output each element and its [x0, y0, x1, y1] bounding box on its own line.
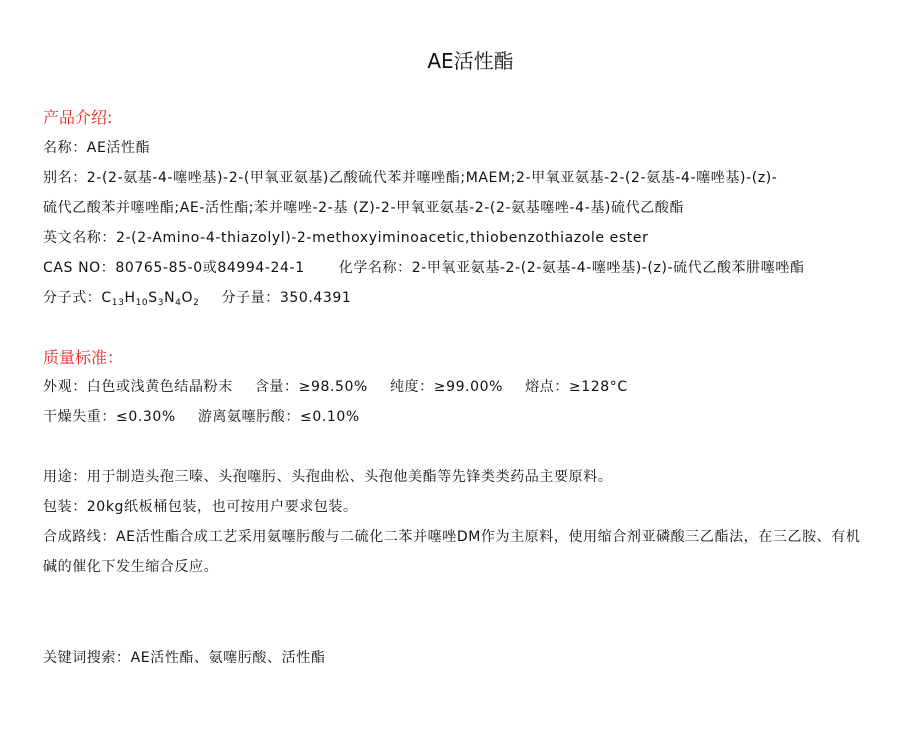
intro-heading: 产品介绍:	[43, 108, 113, 127]
drying-loss: 干燥失重：≤0.30%	[43, 409, 176, 425]
molecular-weight: 分子量：350.4391	[221, 290, 352, 306]
formula-row	[43, 288, 871, 308]
formula-label: 分子式：	[43, 290, 102, 306]
quality-row-2	[43, 407, 871, 427]
molecular-formula: $C_{13}H_{10}S_3N_4O_2$	[101, 290, 200, 308]
english-name: 英文名称：2-(2-Amino-4-thiazolyl)-2-methoxyiminoacetic,thiobenzothiazole ester	[43, 230, 649, 246]
alias-line-2: 硫代乙酸苯并噻唑酯;AE-活性酯;苯并噻唑-2-基 (Z)-2-甲氧亚氨基-2-(2-氨基噻唑-4-基)硫代乙酸酯	[43, 200, 684, 216]
content: 含量：≥98.50%	[254, 379, 368, 395]
chemical-name: 化学名称：2-甲氧亚氨基-2-(2-氨基-4-噻唑基)-(z)-硫代乙酸苯肼噻唑酯	[338, 260, 805, 276]
cas-row	[43, 258, 871, 278]
purity: 纯度：≥99.00%	[389, 379, 504, 395]
usage-text: 用途：用于制造头孢三嗪、头孢噻肟、头孢曲松、头孢他美酯等先锋类类药品主要原料。	[43, 469, 613, 485]
product-name: 名称：AE活性酯	[43, 140, 151, 156]
synthesis-text: 合成路线：AE活性酯合成工艺采用氨噻肟酸与二硫化二苯并噻唑DM作为主原料，使用缩合剂亚磷酸三乙酯法，在三乙胺、有机碱的催化下发生缩合反应。	[43, 529, 861, 575]
keywords-text: 关键词搜索：AE活性酯、氨噻肟酸、活性酯	[43, 650, 326, 666]
cas-number: CAS NO：80765-85-0或84994-24-1	[43, 260, 305, 276]
packaging-text: 包装：20kg纸板桶包装，也可按用户要求包装。	[43, 499, 358, 515]
quality-heading: 质量标准：	[43, 348, 124, 367]
page-title: AE活性酯	[427, 49, 514, 73]
free-acid: 游离氨噻肟酸：≤0.10%	[197, 409, 360, 425]
quality-row-1	[43, 377, 871, 397]
appearance: 外观：白色或浅黄色结晶粉末	[43, 379, 233, 395]
melting-point: 熔点：≥128°C	[525, 379, 628, 395]
alias-line-1: 别名：2-(2-氨基-4-噻唑基)-2-(甲氧亚氨基)乙酸硫代苯并噻唑酯;MAEM;2-甲氧亚氨基-2-(2-氨基-4-噻唑基)-(z)-	[43, 170, 778, 186]
